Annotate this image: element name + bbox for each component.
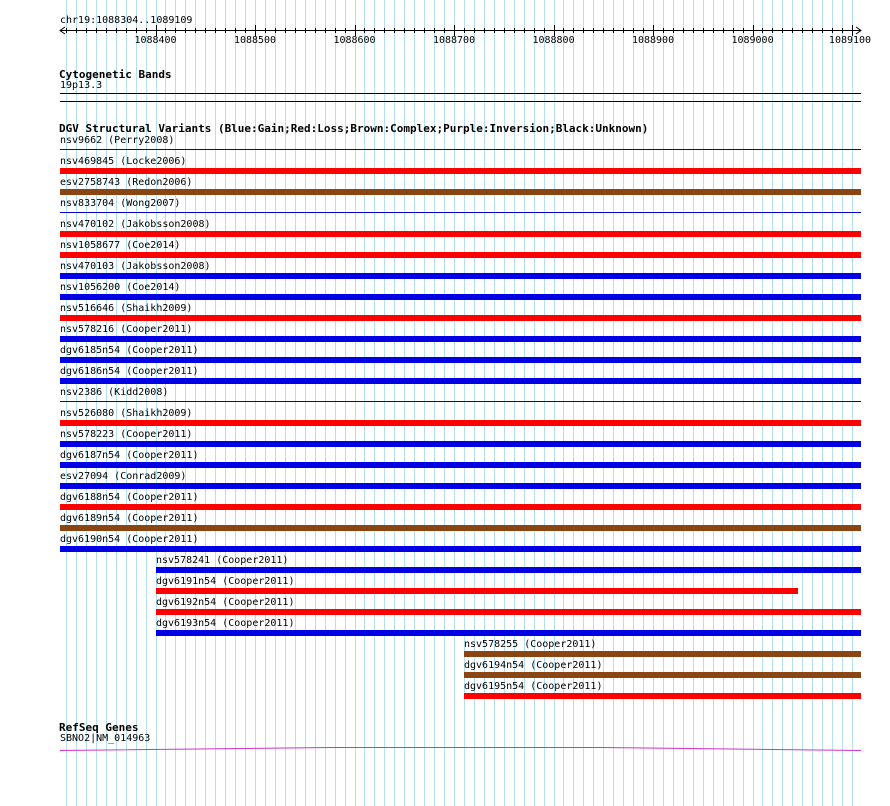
ruler-tick-label: 1089100: [828, 35, 872, 46]
dgv-feature-bar[interactable]: [464, 693, 861, 699]
cytoband-label[interactable]: 19p13.3: [60, 80, 103, 91]
dgv-feature-bar[interactable]: [60, 441, 861, 447]
dgv-feature-label[interactable]: nsv578255 (Cooper2011): [464, 639, 597, 650]
refseq-gene-line[interactable]: [60, 748, 861, 751]
dgv-feature-bar[interactable]: [60, 231, 861, 237]
dgv-feature-bar[interactable]: [60, 189, 861, 195]
ruler-tick-label: 1088700: [432, 35, 476, 46]
dgv-feature-label[interactable]: dgv6186n54 (Cooper2011): [60, 366, 199, 377]
dgv-feature-label[interactable]: esv27094 (Conrad2009): [60, 471, 187, 482]
dgv-feature-bar[interactable]: [60, 483, 861, 489]
dgv-feature-label[interactable]: dgv6195n54 (Cooper2011): [464, 681, 603, 692]
cytoband-track-title[interactable]: Cytogenetic Bands: [59, 68, 172, 81]
dgv-feature-bar[interactable]: [60, 504, 861, 510]
dgv-feature-label[interactable]: nsv833704 (Wong2007): [60, 198, 181, 209]
ruler-tick-label: 1088400: [134, 35, 177, 46]
dgv-feature-bar[interactable]: [60, 315, 861, 321]
refseq-track-title[interactable]: RefSeq Genes: [59, 721, 139, 734]
dgv-feature-label[interactable]: nsv470103 (Jakobsson2008): [60, 261, 211, 272]
dgv-feature-bar[interactable]: [60, 252, 861, 258]
dgv-feature-bar[interactable]: [156, 588, 798, 594]
dgv-feature-label[interactable]: nsv469845 (Locke2006): [60, 156, 187, 167]
dgv-feature-bar[interactable]: [156, 567, 861, 573]
dgv-feature-label[interactable]: dgv6194n54 (Cooper2011): [464, 660, 603, 671]
dgv-feature-label[interactable]: dgv6187n54 (Cooper2011): [60, 450, 199, 461]
dgv-feature-label[interactable]: nsv1056200 (Coe2014): [60, 282, 181, 293]
dgv-feature-label[interactable]: nsv2386 (Kidd2008): [60, 387, 169, 398]
ruler-tick-label: 1088900: [631, 35, 675, 46]
dgv-feature-bar[interactable]: [60, 273, 861, 279]
dgv-feature-label[interactable]: nsv9662 (Perry2008): [60, 135, 175, 146]
dgv-feature-label[interactable]: nsv526080 (Shaikh2009): [60, 408, 193, 419]
dgv-feature-bar[interactable]: [156, 609, 861, 615]
dgv-feature-label[interactable]: nsv578241 (Cooper2011): [156, 555, 289, 566]
dgv-feature-bar[interactable]: [60, 525, 861, 531]
ruler-tick-label: 1089000: [731, 35, 774, 46]
dgv-feature-bar[interactable]: [60, 357, 861, 363]
dgv-feature-label[interactable]: esv2758743 (Redon2006): [60, 177, 193, 188]
dgv-feature-bar[interactable]: [60, 336, 861, 342]
ruler-tick-label: 1088500: [233, 35, 277, 46]
dgv-feature-label[interactable]: dgv6192n54 (Cooper2011): [156, 597, 295, 608]
dgv-track-title[interactable]: DGV Structural Variants (Blue:Gain;Red:Loss;Brown:Complex;Purple:Inversion;Black:Unknown): [59, 122, 649, 135]
dgv-feature-label[interactable]: dgv6190n54 (Cooper2011): [60, 534, 199, 545]
dgv-feature-bar[interactable]: [60, 294, 861, 300]
dgv-feature-bar[interactable]: [60, 420, 861, 426]
dgv-feature-label[interactable]: nsv1058677 (Coe2014): [60, 240, 181, 251]
dgv-feature-label[interactable]: dgv6193n54 (Cooper2011): [156, 618, 295, 629]
dgv-feature-label[interactable]: nsv516646 (Shaikh2009): [60, 303, 193, 314]
dgv-feature-bar[interactable]: [464, 672, 861, 678]
dgv-feature-bar[interactable]: [60, 546, 861, 552]
ruler-tick-label: 1088600: [333, 35, 376, 46]
dgv-feature-label[interactable]: dgv6185n54 (Cooper2011): [60, 345, 199, 356]
dgv-feature-label[interactable]: nsv470102 (Jakobsson2008): [60, 219, 211, 230]
dgv-feature-bar[interactable]: [464, 651, 861, 657]
dgv-feature-label[interactable]: nsv578216 (Cooper2011): [60, 324, 193, 335]
dgv-feature-label[interactable]: dgv6189n54 (Cooper2011): [60, 513, 199, 524]
dgv-feature-bar[interactable]: [60, 462, 861, 468]
ruler-tick-label: 1088800: [532, 35, 575, 46]
location-label: chr19:1088304..1089109: [60, 15, 193, 26]
dgv-feature-bar[interactable]: [60, 168, 861, 174]
dgv-feature-label[interactable]: dgv6188n54 (Cooper2011): [60, 492, 199, 503]
dgv-feature-bar[interactable]: [60, 378, 861, 384]
dgv-feature-label[interactable]: dgv6191n54 (Cooper2011): [156, 576, 295, 587]
dgv-feature-bar[interactable]: [156, 630, 861, 636]
refseq-gene-label[interactable]: SBNO2|NM_014963: [60, 733, 151, 744]
dgv-feature-label[interactable]: nsv578223 (Cooper2011): [60, 429, 193, 440]
